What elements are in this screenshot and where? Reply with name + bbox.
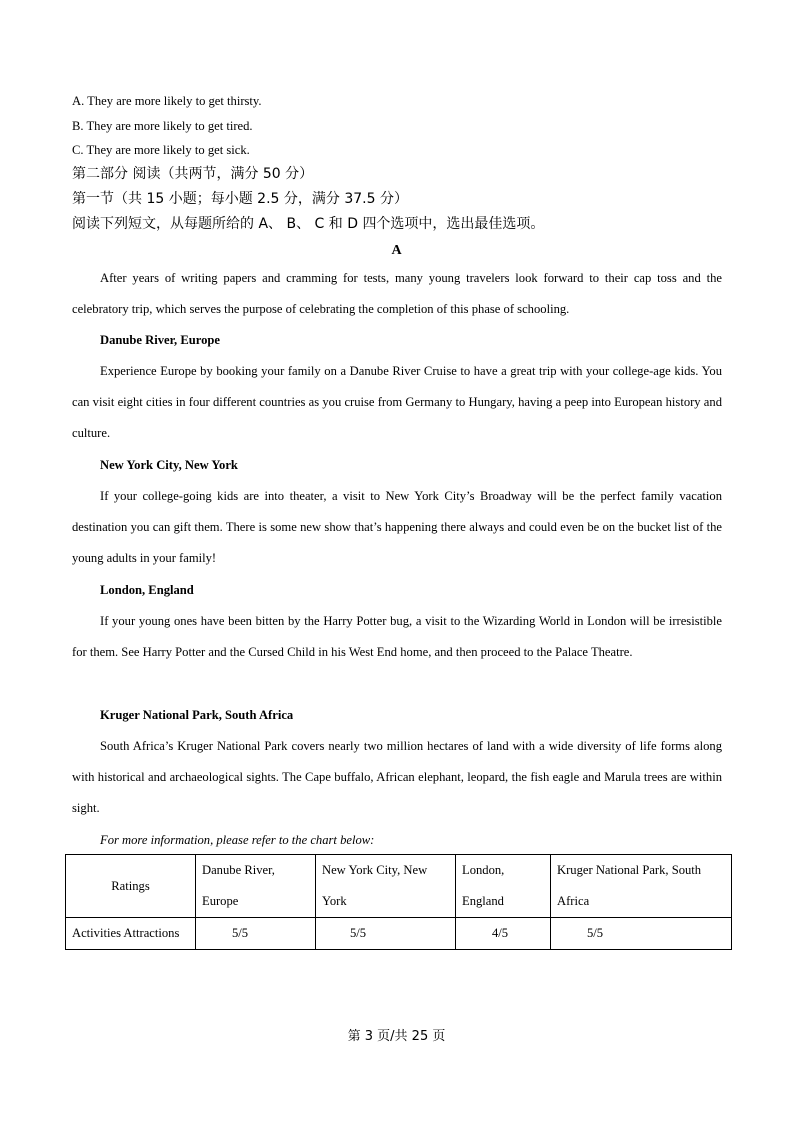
table-row <box>66 918 732 950</box>
chart-note: For more information, please refer to the chart below: <box>100 833 375 847</box>
destination-text: If your young ones have been bitten by the Harry Potter bug, a visit to the Wizarding World in London will be irresistible for them. See Harry Potter and the Cursed Child in his West End home, and then proceed to the Palace Theatre. <box>72 614 722 660</box>
section-part-title: 第二部分 阅读（共两节，满分 50 分） <box>72 166 314 182</box>
table-header-row <box>66 855 732 918</box>
destination-heading: Danube River, Europe <box>100 333 221 347</box>
passage-label: A <box>391 243 402 258</box>
table-cell: 5/5 <box>551 918 732 950</box>
table-header-cell: Kruger National Park, South Africa <box>551 855 732 918</box>
table-cell: 4/5 <box>456 918 551 950</box>
destination-text: If your college-going kids are into theater, a visit to New York City’s Broadway will be the perfect family vacation destination you can gift them. There is some new show that’s happening there always and could even be on the bucket list of the young adults in your family! <box>72 489 722 566</box>
destination-heading: London, England <box>100 583 194 597</box>
destination-heading: Kruger National Park, South Africa <box>100 708 294 722</box>
table-header-cell: New York City, New York <box>316 855 456 918</box>
destination-heading: New York City, New York <box>100 458 238 472</box>
table-header-cell: Ratings <box>66 855 196 918</box>
destination-text: Experience Europe by booking your family on a Danube River Cruise to have a great trip with your college-age kids. You can visit eight cities in four different countries as you cruise from Germany to Hungary, having a peep into European history and culture. <box>72 364 722 441</box>
option-b: B. They are more likely to get tired. <box>72 119 253 133</box>
page-footer: 第 3 页/共 25 页 <box>347 1029 446 1044</box>
ratings-table <box>65 854 732 950</box>
table-row-label: Activities Attractions <box>66 918 196 950</box>
option-c: C. They are more likely to get sick. <box>72 143 250 157</box>
destination-text: South Africa’s Kruger National Park covers nearly two million hectares of land with a wide diversity of life forms along with historical and archaeological sights. The Cape buffalo, African elephant, leopard, the fish eagle and Marula trees are within sight. <box>72 739 722 816</box>
option-a: A. They are more likely to get thirsty. <box>72 94 262 108</box>
passage-intro: After years of writing papers and cramming for tests, many young travelers look forward to their cap toss and the celebratory trip, which serves the purpose of celebrating the completion of this phase of schooling. <box>72 271 722 317</box>
table-header-cell: London, England <box>456 855 551 918</box>
table-header-cell: Danube River, Europe <box>196 855 316 918</box>
table-cell: 5/5 <box>196 918 316 950</box>
section-instruction: 阅读下列短文，从每题所给的 A、 B、 C 和 D 四个选项中，选出最佳选项。 <box>72 216 545 232</box>
section-subsection-title: 第一节（共 15 小题；每小题 2.5 分，满分 37.5 分） <box>72 191 408 207</box>
table-cell: 5/5 <box>316 918 456 950</box>
